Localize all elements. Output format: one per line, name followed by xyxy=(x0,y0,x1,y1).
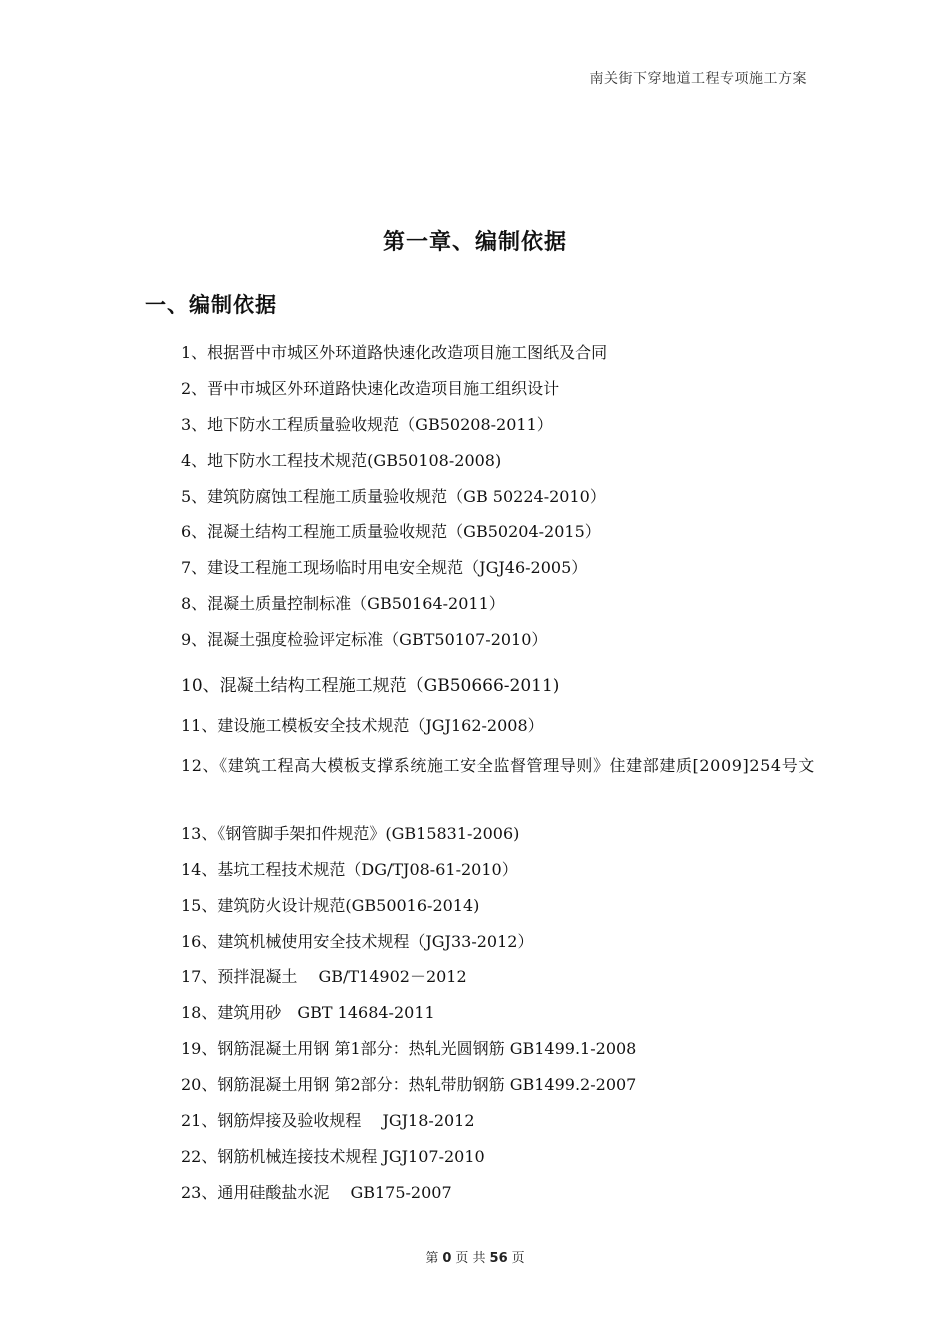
section-title: 一、编制依据 xyxy=(145,293,277,317)
reference-item: 21、钢筋焊接及验收规程 JGJ18-2012 xyxy=(181,1111,475,1131)
reference-list xyxy=(145,340,815,1216)
total-page-count: 56 xyxy=(489,1251,508,1266)
reference-item: 14、基坑工程技术规范（DG/TJ08-61-2010） xyxy=(181,859,518,879)
reference-item: 10、混凝土结构工程施工规范（GB50666-2011) xyxy=(181,676,560,697)
reference-item: 19、钢筋混凝土用钢 第1部分：热轧光圆钢筋 GB1499.1-2008 xyxy=(181,1039,637,1059)
reference-item: 18、建筑用砂 GBT 14684-2011 xyxy=(181,1003,435,1023)
current-page-number: 0 xyxy=(442,1251,452,1266)
reference-item: 6、混凝土结构工程施工质量验收规范（GB50204-2015） xyxy=(181,522,601,542)
reference-item: 4、地下防水工程技术规范(GB50108-2008) xyxy=(181,450,502,470)
reference-item: 2、晋中市城区外环道路快速化改造项目施工组织设计 xyxy=(181,378,560,398)
page-footer xyxy=(0,1247,950,1266)
reference-item: 7、建设工程施工现场临时用电安全规范（JGJ46-2005） xyxy=(181,558,588,578)
reference-item: 1、根据晋中市城区外环道路快速化改造项目施工图纸及合同 xyxy=(181,343,608,362)
reference-item: 17、预拌混凝土 GB/T14902－2012 xyxy=(181,967,467,987)
reference-item: 22、钢筋机械连接技术规程 JGJ107-2010 xyxy=(181,1146,485,1166)
reference-item: 16、建筑机械使用安全技术规程（JGJ33-2012） xyxy=(181,931,534,951)
reference-item: 11、建设施工模板安全技术规范（JGJ162-2008） xyxy=(181,716,544,736)
footer-middle: 页 共 xyxy=(455,1251,486,1266)
reference-item: 12、《建筑工程高大模板支撑系统施工安全监督管理导则》住建部建质[2009]254号文 xyxy=(181,755,815,775)
running-header: 南关街下穿地道工程专项施工方案 xyxy=(589,71,807,87)
reference-item: 3、地下防水工程质量验收规范（GB50208-2011） xyxy=(181,414,553,434)
reference-item: 9、混凝土强度检验评定标准（GBT50107-2010） xyxy=(181,630,548,650)
reference-item: 20、钢筋混凝土用钢 第2部分：热轧带肋钢筋 GB1499.2-2007 xyxy=(181,1075,637,1095)
footer-prefix: 第 xyxy=(425,1251,439,1266)
reference-item: 23、通用硅酸盐水泥 GB175-2007 xyxy=(181,1182,452,1202)
reference-item: 13、《钢管脚手架扣件规范》(GB15831-2006) xyxy=(181,823,520,843)
reference-item: 8、混凝土质量控制标准（GB50164-2011） xyxy=(181,594,505,614)
footer-suffix: 页 xyxy=(511,1251,525,1266)
reference-item: 15、建筑防火设计规范(GB50016-2014) xyxy=(181,895,480,915)
reference-item: 5、建筑防腐蚀工程施工质量验收规范（GB 50224-2010） xyxy=(181,486,606,506)
chapter-title: 第一章、编制依据 xyxy=(382,230,567,255)
